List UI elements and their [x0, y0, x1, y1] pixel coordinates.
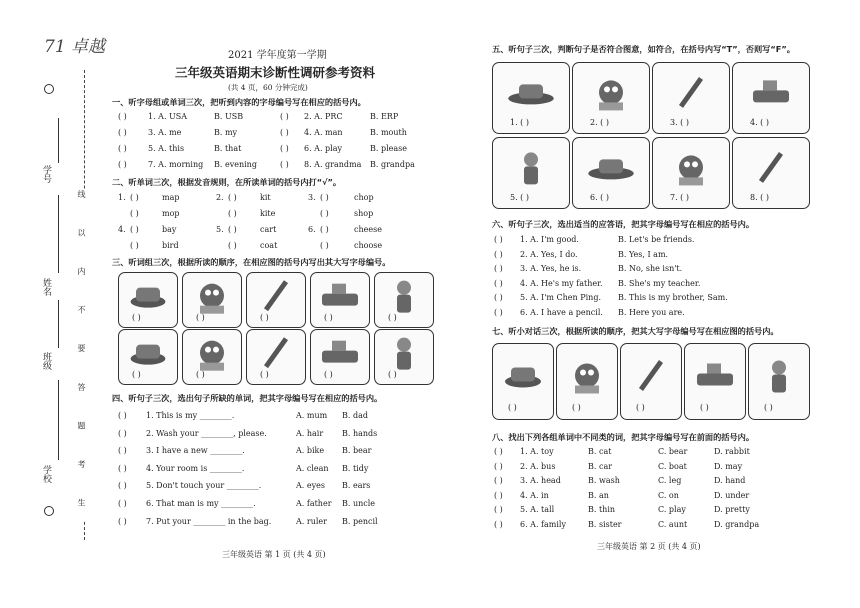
- owl-on-box-icon: [183, 273, 241, 327]
- s6-answer-blank[interactable]: ( ): [494, 293, 503, 302]
- s2-cell: 5.: [216, 225, 224, 234]
- s2-cell: kit: [260, 193, 271, 202]
- s4-cell: B. dad: [342, 411, 368, 420]
- s7-picture-frame: [620, 343, 682, 420]
- binding-hole-icon: [44, 84, 54, 94]
- s1-cell: B. evening: [214, 160, 257, 169]
- s2-tick-blank[interactable]: ( ): [130, 209, 139, 218]
- s4-cell: B. tidy: [342, 463, 369, 473]
- exam-note: (共 4 页，60 分钟完成): [228, 83, 308, 92]
- s5-answer-blank[interactable]: 7. ( ): [670, 193, 689, 202]
- s3-answer-blank[interactable]: ( ): [388, 313, 397, 322]
- s4-answer-blank[interactable]: ( ): [118, 463, 127, 473]
- s4-cell: 5. Don't touch your ________.: [146, 481, 262, 491]
- s3-answer-blank[interactable]: ( ): [132, 313, 141, 322]
- s8-answer-blank[interactable]: ( ): [494, 447, 503, 456]
- exam-year: 2021 学年度第一学期: [228, 50, 327, 61]
- s5-picture-frame: [492, 62, 570, 134]
- s5-answer-blank[interactable]: 4. ( ): [750, 118, 769, 127]
- s8-cell: D. under: [714, 490, 750, 500]
- crayon-icon: [247, 273, 305, 327]
- s1-cell: B. that: [214, 144, 242, 153]
- s8-cell: 5. A. tall: [520, 505, 555, 514]
- s1-cell: 4. A. man: [304, 128, 343, 137]
- s4-cell: A. ruler: [296, 516, 327, 526]
- s8-cell: C. on: [658, 490, 679, 500]
- s5-answer-blank[interactable]: 1. ( ): [510, 118, 529, 127]
- s2-tick-blank[interactable]: ( ): [320, 193, 329, 202]
- s8-answer-blank[interactable]: ( ): [494, 505, 503, 514]
- s8-cell: D. rabbit: [714, 447, 750, 456]
- s5-answer-blank[interactable]: 2. ( ): [590, 118, 609, 127]
- s6-cell: B. No, she isn't.: [618, 264, 683, 273]
- two-boys-icon: [311, 330, 369, 384]
- s8-cell: D. grandpa: [714, 519, 760, 529]
- s8-cell: 3. A. head: [520, 476, 561, 485]
- s4-cell: B. ears: [342, 481, 371, 491]
- s8-cell: D. hand: [714, 476, 746, 485]
- s5-picture-frame: [652, 137, 730, 209]
- s8-cell: B. wash: [588, 476, 620, 485]
- s8-cell: D. may: [714, 461, 743, 471]
- s1-cell: 3. A. me: [148, 128, 182, 137]
- s5-picture-frame: [652, 62, 730, 134]
- s4-cell: B. uncle: [342, 499, 376, 508]
- grandma-with-cane-icon: [183, 330, 241, 384]
- s2-cell: 4.: [118, 225, 126, 234]
- s5-picture-frame: [492, 137, 570, 209]
- s7-answer-blank[interactable]: ( ): [636, 403, 645, 412]
- s4-cell: 7. Put your ________ in the bag.: [146, 516, 272, 526]
- s2-cell: bay: [162, 225, 177, 234]
- bicycle-icon: [573, 63, 649, 133]
- s6-answer-blank[interactable]: ( ): [494, 307, 503, 317]
- s2-cell: kite: [260, 209, 276, 218]
- s3-picture-frame: [374, 329, 434, 385]
- s6-answer-blank[interactable]: ( ): [494, 249, 503, 259]
- s6-answer-blank[interactable]: ( ): [494, 264, 503, 273]
- s8-cell: 4. A. in: [520, 490, 549, 500]
- s4-answer-blank[interactable]: ( ): [118, 446, 127, 456]
- s6-cell: B. She's my teacher.: [618, 278, 701, 288]
- handwritten-note: 71 卓越: [44, 37, 106, 57]
- s6-cell: B. This is my brother, Sam.: [618, 293, 728, 302]
- s1-cell: 5. A. this: [148, 144, 185, 153]
- s1-cell: B. USB: [214, 112, 244, 121]
- s1-cell: B. grandpa: [370, 160, 415, 169]
- binding-hole-icon: [44, 506, 54, 516]
- s1-cell: B. mouth: [370, 128, 407, 137]
- s8-cell: B. car: [588, 461, 613, 471]
- s1-answer-blank[interactable]: ( ): [280, 128, 289, 137]
- s1-answer-blank[interactable]: ( ): [118, 128, 127, 137]
- s8-cell: C. aunt: [658, 519, 688, 529]
- two-boys-icon: [557, 344, 617, 419]
- s1-cell: 1. A. USA: [148, 112, 188, 121]
- s3-answer-blank[interactable]: ( ): [324, 370, 333, 379]
- section-3-title: 三、听词组三次，根据所读的顺序，在相应图的括号内写出其大写字母编号。: [112, 257, 391, 267]
- s2-tick-blank[interactable]: ( ): [228, 193, 237, 202]
- section-6-title: 六、听句子三次，选出适当的应答语，把其字母编号写在相应的括号内。: [492, 219, 755, 229]
- student-id-label: 学号: [41, 165, 51, 183]
- s6-cell: 4. A. He's my father.: [520, 278, 603, 288]
- s3-answer-blank[interactable]: ( ): [324, 313, 333, 322]
- s4-answer-blank[interactable]: ( ): [118, 516, 127, 526]
- s2-cell: 2.: [216, 193, 224, 202]
- s2-tick-blank[interactable]: ( ): [228, 241, 237, 250]
- s8-cell: C. leg: [658, 476, 682, 485]
- s6-cell: B. Let's be friends.: [618, 235, 695, 244]
- s3-answer-blank[interactable]: ( ): [260, 370, 269, 379]
- bird-on-box-icon: [247, 330, 305, 384]
- s2-tick-blank[interactable]: ( ): [130, 225, 139, 234]
- s1-cell: B. ERP: [370, 112, 399, 121]
- s3-answer-blank[interactable]: ( ): [132, 370, 141, 379]
- s3-picture-frame: [310, 329, 370, 385]
- s6-answer-blank[interactable]: ( ): [494, 278, 503, 288]
- s5-picture-frame: [732, 62, 810, 134]
- s3-picture-frame: [118, 329, 178, 385]
- s1-cell: 8. A. grandma: [304, 160, 362, 169]
- messy-room-icon: [653, 63, 729, 133]
- s6-cell: 3. A. Yes, he is.: [520, 264, 582, 273]
- s8-answer-blank[interactable]: ( ): [494, 476, 503, 485]
- class-blank: [58, 300, 59, 348]
- s1-answer-blank[interactable]: ( ): [118, 160, 127, 169]
- s2-tick-blank[interactable]: ( ): [130, 193, 139, 202]
- s3-picture-frame: [246, 329, 306, 385]
- s2-cell: shop: [354, 209, 374, 218]
- s7-picture-frame: [492, 343, 554, 420]
- moon-and-star-icon: [493, 63, 569, 133]
- ship-icon: [311, 273, 369, 327]
- s2-cell: chop: [354, 193, 374, 202]
- s2-cell: 3.: [308, 193, 316, 202]
- s8-cell: B. an: [588, 490, 609, 500]
- children-playing-icon: [621, 344, 681, 419]
- s2-tick-blank[interactable]: ( ): [320, 209, 329, 218]
- s8-cell: 1. A. toy: [520, 447, 554, 456]
- student-id-blank: [58, 118, 59, 163]
- s8-cell: 2. A. bus: [520, 461, 556, 471]
- s4-answer-blank[interactable]: ( ): [118, 481, 127, 491]
- s8-answer-blank[interactable]: ( ): [494, 461, 503, 471]
- pen-icon: [119, 330, 177, 384]
- section-1-title: 一、听字母组或单词三次，把听到内容的字母编号写在相应的括号内。: [112, 97, 366, 107]
- s5-answer-blank[interactable]: 5. ( ): [510, 193, 529, 202]
- s8-cell: B. thin: [588, 505, 616, 514]
- s1-cell: B. my: [214, 128, 238, 137]
- s1-answer-blank[interactable]: ( ): [118, 112, 127, 121]
- s1-cell: 2. A. PRC: [304, 112, 343, 121]
- school-label: 学校: [41, 465, 51, 483]
- bed-icon: [573, 138, 649, 208]
- s5-answer-blank[interactable]: 3. ( ): [670, 118, 689, 127]
- s2-tick-blank[interactable]: ( ): [130, 241, 139, 250]
- section-2-title: 二、听单词三次，根据发音规则，在所读单词的括号内打“√”。: [112, 177, 342, 187]
- s3-answer-blank[interactable]: ( ): [388, 370, 397, 379]
- s2-cell: 6.: [308, 225, 316, 234]
- family-photo-icon: [749, 344, 809, 419]
- girl-icon: [733, 63, 809, 133]
- s4-cell: B. pencil: [342, 516, 378, 526]
- girl-icon: [375, 330, 433, 384]
- s8-cell: B. sister: [588, 519, 622, 529]
- mother-and-child-icon: [653, 138, 729, 208]
- girl-clown-icon: [733, 138, 809, 208]
- s2-cell: 1.: [118, 193, 126, 202]
- s4-cell: 4. Your room is ________.: [146, 463, 245, 473]
- s6-cell: B. Yes, I am.: [618, 249, 669, 259]
- s2-cell: map: [162, 193, 180, 202]
- s1-answer-blank[interactable]: ( ): [280, 144, 289, 153]
- hat-icon: [119, 273, 177, 327]
- s4-cell: A. clean: [296, 463, 329, 473]
- s7-picture-frame: [684, 343, 746, 420]
- s3-picture-frame: [310, 272, 370, 328]
- s4-cell: 6. That man is my ________.: [146, 499, 256, 508]
- clown-doll-icon: [375, 273, 433, 327]
- s1-answer-blank[interactable]: ( ): [280, 160, 289, 169]
- name-label: 姓名: [41, 278, 51, 296]
- s4-answer-blank[interactable]: ( ): [118, 499, 127, 508]
- s6-cell: 6. A. I have a pencil.: [520, 307, 603, 317]
- s7-answer-blank[interactable]: ( ): [764, 403, 773, 412]
- seal-line-text: 线 以 内 不 要 答 题 考 生: [77, 190, 86, 521]
- s1-cell: B. please: [370, 144, 407, 153]
- class-label: 班级: [41, 352, 51, 370]
- airplane-icon: [493, 138, 569, 208]
- s8-answer-blank[interactable]: ( ): [494, 490, 503, 500]
- s3-picture-frame: [182, 329, 242, 385]
- section-8-title: 八、找出下列各组单词中不同类的词，把其字母编号写在前面的括号内。: [492, 432, 755, 442]
- section-5-title: 五、听句子三次，判断句子是否符合图意，如符合，在括号内写“T”，否则写“F”。: [492, 44, 795, 54]
- s7-answer-blank[interactable]: ( ): [700, 403, 709, 412]
- s3-answer-blank[interactable]: ( ): [196, 313, 205, 322]
- s5-picture-frame: [572, 137, 650, 209]
- s2-cell: mop: [162, 209, 180, 218]
- page-1-footer: 三年级英语 第 1 页 (共 4 页): [222, 550, 326, 559]
- s6-cell: 5. A. I'm Chen Ping.: [520, 293, 601, 302]
- s2-tick-blank[interactable]: ( ): [320, 241, 329, 250]
- s8-cell: B. cat: [588, 447, 612, 456]
- s4-cell: 1. This is my ________.: [146, 411, 235, 420]
- s8-cell: 6. A. family: [520, 519, 566, 529]
- s2-cell: bird: [162, 241, 179, 250]
- s6-cell: 2. A. Yes, I do.: [520, 249, 578, 259]
- s4-cell: A. eyes: [296, 481, 325, 491]
- man-and-woman-icon: [493, 344, 553, 419]
- s4-cell: 3. I have a new ________.: [146, 446, 245, 456]
- s2-tick-blank[interactable]: ( ): [228, 225, 237, 234]
- s3-picture-frame: [374, 272, 434, 328]
- s1-answer-blank[interactable]: ( ): [280, 112, 289, 121]
- s3-picture-frame: [246, 272, 306, 328]
- s8-answer-blank[interactable]: ( ): [494, 519, 503, 529]
- s4-answer-blank[interactable]: ( ): [118, 428, 127, 438]
- s8-cell: C. bear: [658, 447, 688, 456]
- s8-cell: D. pretty: [714, 505, 750, 514]
- s4-cell: A. bike: [296, 446, 325, 456]
- s4-answer-blank[interactable]: ( ): [118, 411, 127, 420]
- s1-cell: 6. A. play: [304, 144, 343, 153]
- s2-tick-blank[interactable]: ( ): [320, 225, 329, 234]
- s8-cell: C. boat: [658, 461, 687, 471]
- s2-cell: coat: [260, 241, 278, 250]
- s2-cell: choose: [354, 241, 383, 250]
- section-7-title: 七、听小对话三次，根据所读的顺序，把其大写字母编号写在相应图的括号内。: [492, 326, 779, 336]
- exam-title: 三年级英语期末诊断性调研参考资料: [175, 65, 376, 80]
- s5-answer-blank[interactable]: 8. ( ): [750, 193, 769, 202]
- s1-answer-blank[interactable]: ( ): [118, 144, 127, 153]
- school-blank: [58, 380, 59, 460]
- children-waving-icon: [685, 344, 745, 419]
- s4-cell: A. mum: [296, 411, 328, 420]
- s7-answer-blank[interactable]: ( ): [508, 403, 517, 412]
- s5-picture-frame: [732, 137, 810, 209]
- section-4-title: 四、听句子三次，选出句子所缺的单词，把其字母编号写在相应的括号内。: [112, 393, 383, 403]
- s7-picture-frame: [556, 343, 618, 420]
- s4-cell: B. bear: [342, 446, 372, 456]
- s3-picture-frame: [118, 272, 178, 328]
- s3-answer-blank[interactable]: ( ): [196, 370, 205, 379]
- s4-cell: A. father: [296, 499, 332, 508]
- s2-cell: cheese: [354, 225, 382, 234]
- s6-cell: 1. A. I'm good.: [520, 235, 579, 244]
- s4-cell: B. hands: [342, 428, 378, 438]
- s6-answer-blank[interactable]: ( ): [494, 235, 503, 244]
- page-2-footer: 三年级英语 第 2 页 (共 4 页): [597, 542, 701, 551]
- s3-answer-blank[interactable]: ( ): [260, 313, 269, 322]
- s8-cell: C. play: [658, 505, 686, 514]
- s7-picture-frame: [748, 343, 810, 420]
- s4-cell: A. hair: [296, 428, 324, 438]
- s5-answer-blank[interactable]: 6. ( ): [590, 193, 609, 202]
- s2-tick-blank[interactable]: ( ): [228, 209, 237, 218]
- s4-cell: 2. Wash your ________, please.: [146, 428, 267, 438]
- s6-cell: B. Here you are.: [618, 307, 685, 317]
- s2-cell: cart: [260, 225, 277, 234]
- s1-cell: 7. A. morning: [148, 160, 204, 169]
- s5-picture-frame: [572, 62, 650, 134]
- s3-picture-frame: [182, 272, 242, 328]
- s7-answer-blank[interactable]: ( ): [572, 403, 581, 412]
- name-blank: [58, 195, 59, 273]
